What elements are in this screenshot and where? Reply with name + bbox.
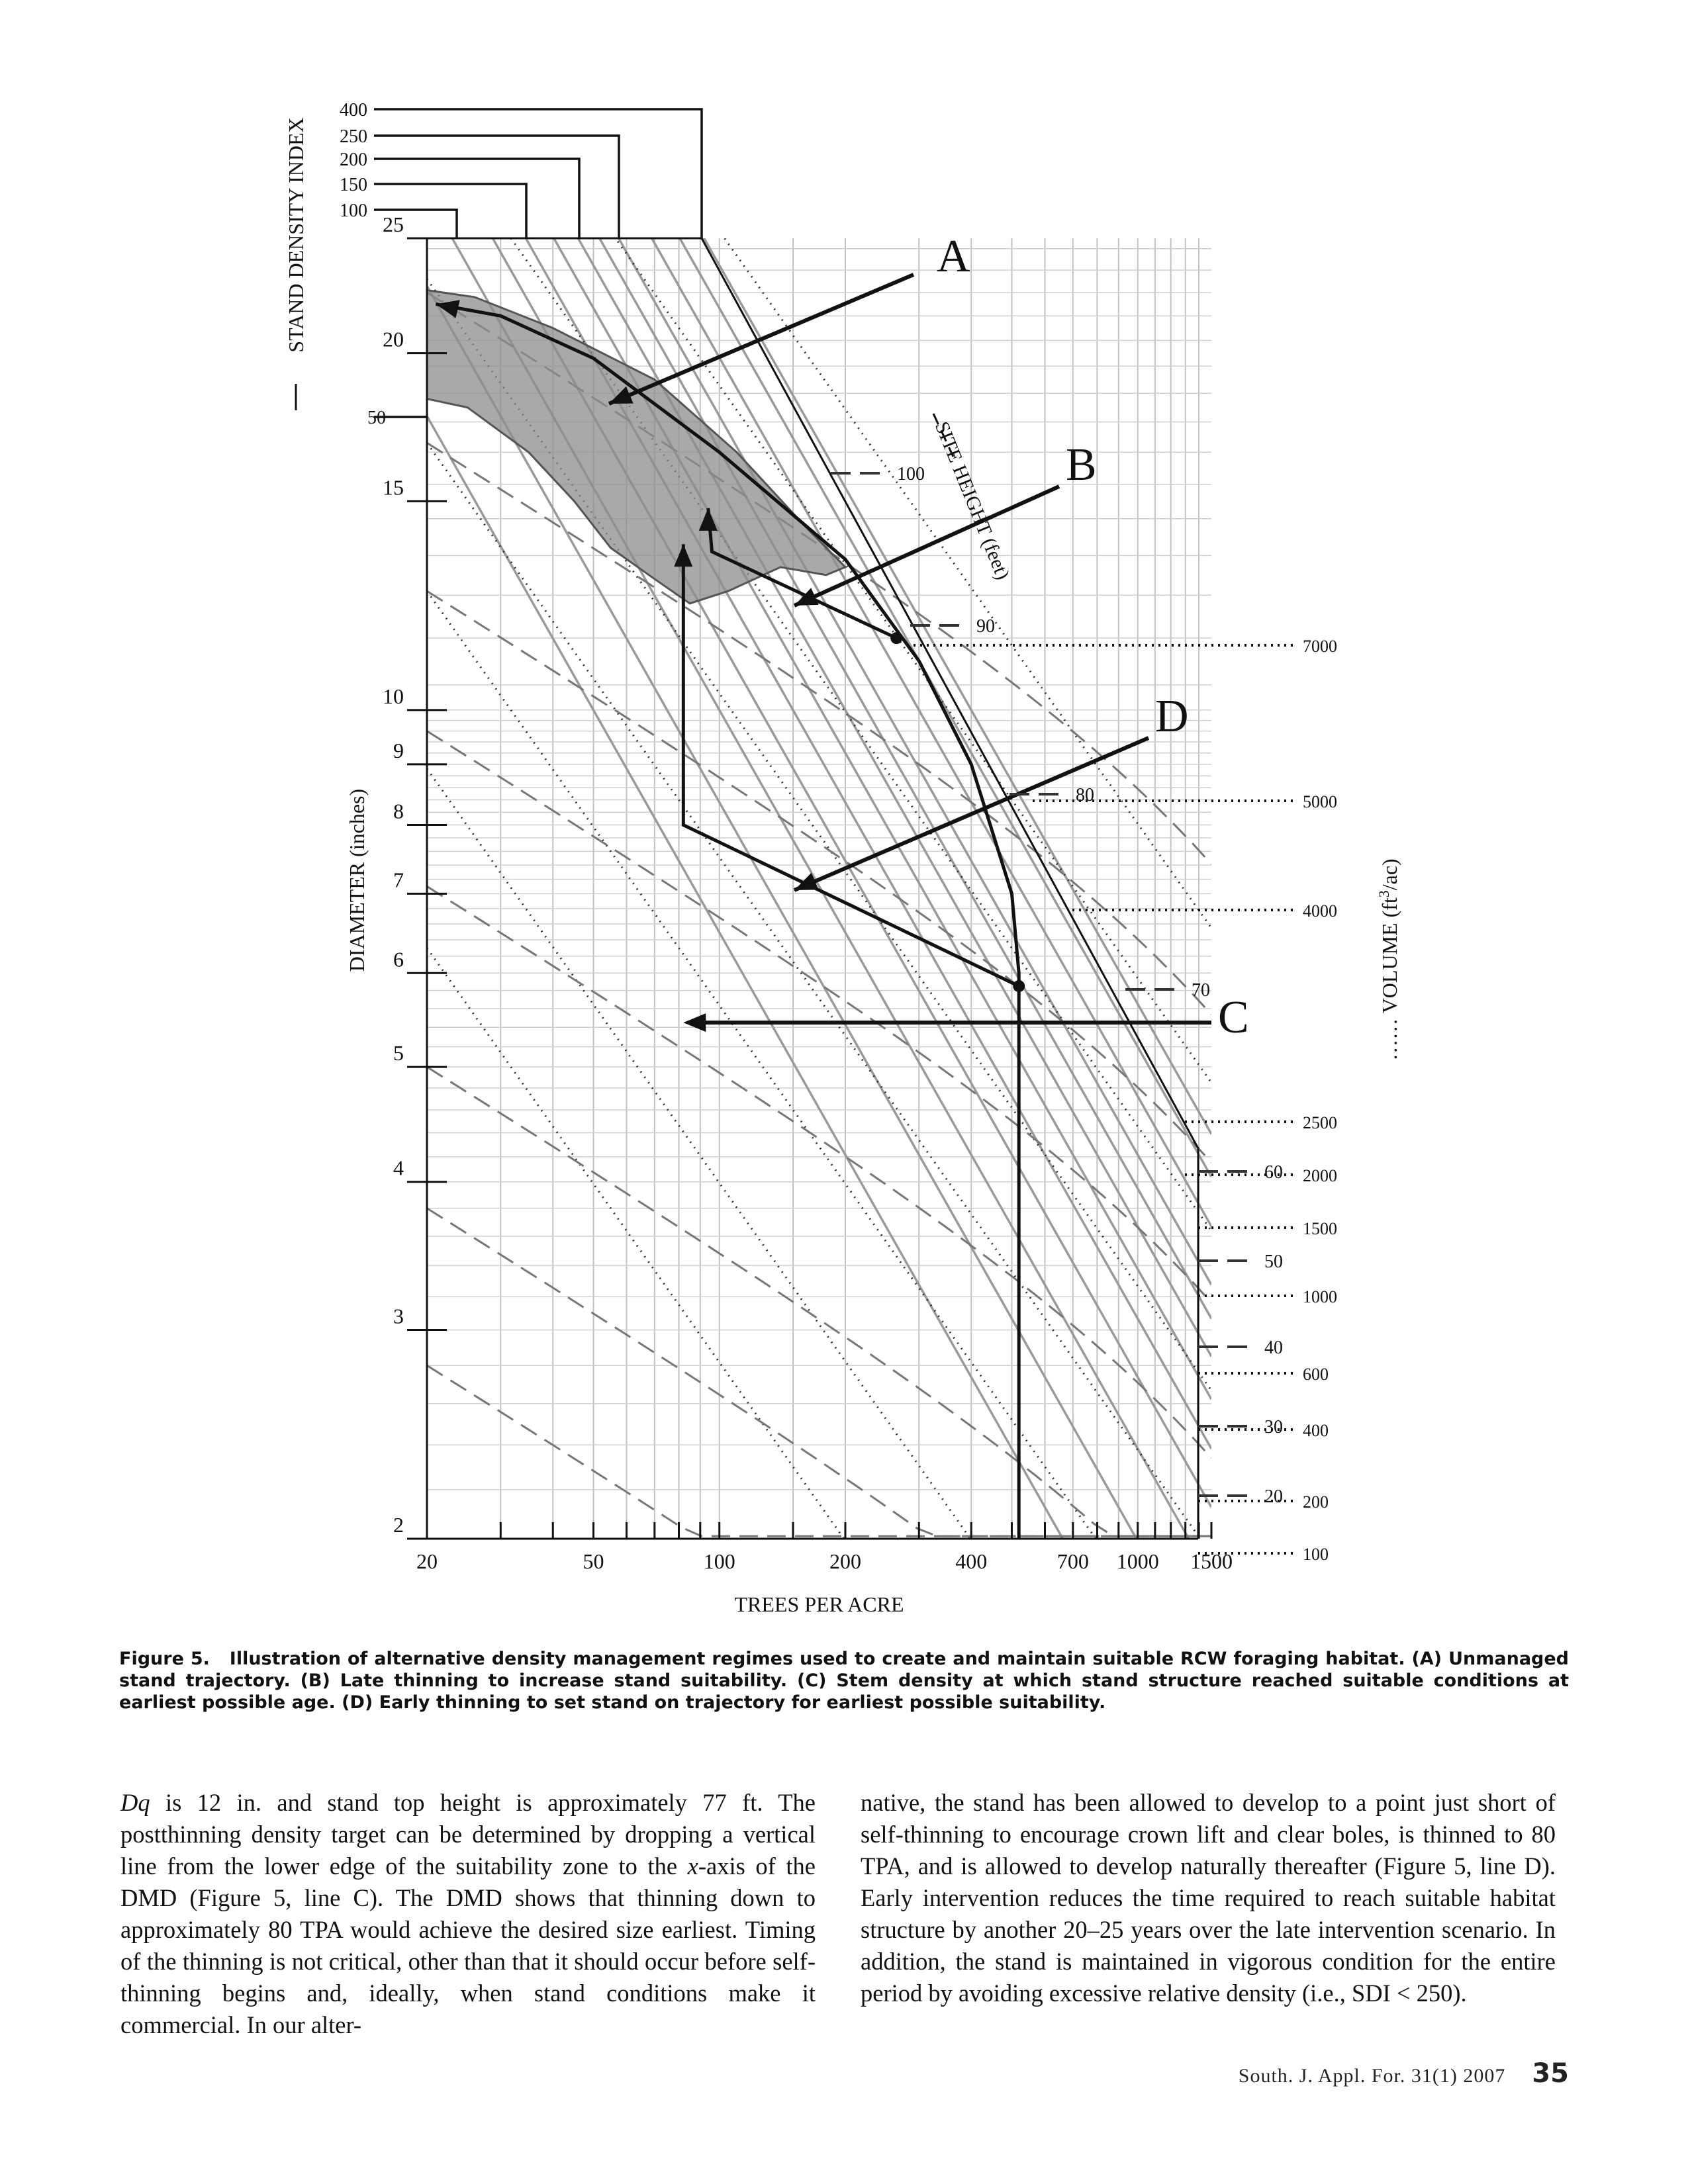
trajectory-c-arrowhead bbox=[683, 1013, 706, 1032]
figure-caption bbox=[119, 1648, 1569, 1713]
volume-label: 2000 bbox=[1303, 1166, 1337, 1185]
sdi-line bbox=[427, 64, 1211, 1449]
x-tick-label: 20 bbox=[416, 1549, 438, 1573]
site-height-label: 100 bbox=[897, 464, 925, 484]
sdi-level-label: 200 bbox=[340, 150, 367, 170]
volume-title-units: /ac) bbox=[1378, 858, 1401, 891]
trajectory-label-b: B bbox=[1066, 439, 1097, 490]
dq-term: Dq bbox=[120, 1789, 150, 1816]
volume-label: 5000 bbox=[1303, 792, 1337, 811]
sdi-line bbox=[427, 0, 1211, 1285]
sdi-level-label: 100 bbox=[340, 201, 367, 221]
thinning-point-b bbox=[890, 632, 902, 644]
y-tick-label: 7 bbox=[393, 868, 404, 892]
page-number: 35 bbox=[1532, 2058, 1569, 2089]
y-tick-label: 8 bbox=[393, 799, 404, 823]
y-tick-label: 4 bbox=[393, 1156, 404, 1180]
x-tick-label: 700 bbox=[1056, 1549, 1089, 1573]
site-height-label: 50 bbox=[1264, 1251, 1283, 1272]
site-height-label: 80 bbox=[1076, 785, 1094, 805]
sdi-bracket bbox=[374, 136, 619, 238]
sdi-line bbox=[427, 14, 1211, 1399]
suitability-zone-shape bbox=[427, 291, 845, 604]
volume-label: 400 bbox=[1303, 1421, 1329, 1440]
reference-curves bbox=[427, 0, 1211, 1615]
body-text-left-1: is 12 in. and stand top height is approximately 77 ft. The postthinning density target can be determined by dropping a vertical line from the lower edge of the suitability zone to the bbox=[120, 1789, 816, 1880]
y-tick-label: 6 bbox=[393, 947, 404, 972]
sdi-line bbox=[427, 0, 1211, 1226]
x-tick-label: 50 bbox=[583, 1549, 604, 1573]
body-text-right: native, the stand has been allowed to develop to a point just short of self-thinning to encourage crown lift and clear boles, is thinned to 80 TPA, and is allowed to develop naturally thereafter (Figure 5, line D). Early intervention reduces the time required to reach suitable habitat structure by another 20–25 years over the late intervention scenario. In addition, the stand is maintained in vigorous condition for the entire period by avoiding excessive relative density (i.e., SDI < 250). bbox=[861, 1789, 1556, 2007]
site-height-curve bbox=[427, 443, 1211, 1015]
page-footer bbox=[1239, 2058, 1569, 2089]
y-tick-label: 9 bbox=[393, 738, 404, 762]
y-tick-label: 2 bbox=[393, 1513, 404, 1537]
x-tick-label: 400 bbox=[955, 1549, 988, 1573]
volume-title-main: …… VOLUME (ft bbox=[1378, 897, 1401, 1061]
y-tick-label: 5 bbox=[393, 1041, 404, 1066]
y-tick-label: 20 bbox=[383, 327, 404, 351]
y-tick-label: 3 bbox=[393, 1304, 404, 1328]
volume-title-exponent: 3 bbox=[1376, 890, 1392, 898]
y-tick-label: 10 bbox=[383, 684, 404, 708]
sdi-line bbox=[427, 0, 1211, 1177]
volume-label: 100 bbox=[1303, 1545, 1329, 1564]
journal-citation: South. J. Appl. For. 31(1) 2007 bbox=[1238, 2065, 1506, 2087]
volume-label: 2500 bbox=[1303, 1113, 1337, 1132]
body-text-left-2: -axis of the DMD (Figure 5, line C). The DMD shows that thinning down to approximately 80 TPA would achieve the desired size earliest. Timing of the thinning is not critical, other than that it should occur before self-thinning begins and, ideally, when stand conditions make it commercial. In our alter- bbox=[120, 1852, 816, 2038]
figure-label: Figure 5. bbox=[119, 1649, 210, 1669]
volume-label: 600 bbox=[1303, 1365, 1329, 1384]
volume-label: 1500 bbox=[1303, 1219, 1337, 1238]
x-tick-label: 1000 bbox=[1116, 1549, 1159, 1573]
site-height-label: 40 bbox=[1264, 1338, 1283, 1358]
sdi-level-label: 400 bbox=[340, 100, 367, 120]
site-height-label: 70 bbox=[1192, 980, 1210, 1001]
volume-line bbox=[427, 119, 1211, 1230]
sdi-level-label: 150 bbox=[340, 175, 367, 195]
site-height-curve bbox=[427, 1365, 1211, 1536]
sdi-axis-title: STAND DENSITY INDEX bbox=[284, 117, 308, 353]
volume-label: 1000 bbox=[1303, 1287, 1337, 1306]
trajectory-label-c: C bbox=[1218, 992, 1249, 1043]
sdi-level-label: 50 bbox=[367, 408, 386, 428]
trajectory-label-a: A bbox=[937, 231, 970, 282]
pointer-arrow-b bbox=[794, 486, 1059, 606]
x-term: x bbox=[687, 1852, 698, 1880]
volume-axis-title bbox=[1376, 858, 1401, 1060]
site-height-title: SITE HEIGHT (feet) bbox=[930, 418, 1014, 583]
trajectory-label-d: D bbox=[1155, 691, 1189, 742]
volume-label: 7000 bbox=[1303, 637, 1337, 656]
volume-label: 4000 bbox=[1303, 901, 1337, 921]
x-axis-title: TREES PER ACRE bbox=[734, 1592, 904, 1615]
suitability-zone bbox=[427, 291, 845, 604]
sdi-bracket bbox=[374, 159, 579, 238]
axis-labels bbox=[345, 212, 1233, 1615]
sdi-line bbox=[427, 0, 1211, 1357]
body-column-right bbox=[861, 1787, 1556, 2009]
site-height-label: 90 bbox=[976, 616, 995, 637]
site-height-label: 60 bbox=[1264, 1162, 1283, 1183]
y-tick-label: 15 bbox=[383, 475, 404, 500]
x-tick-label: 200 bbox=[829, 1549, 861, 1573]
sdi-bracket bbox=[374, 109, 702, 238]
x-tick-label: 1500 bbox=[1190, 1549, 1233, 1573]
body-column-left bbox=[120, 1787, 816, 2041]
sdi-level-label: 250 bbox=[340, 126, 367, 147]
site-height-label: 20 bbox=[1264, 1486, 1283, 1507]
volume-line bbox=[427, 443, 1211, 1554]
volume-label: 200 bbox=[1303, 1492, 1329, 1512]
site-height-label: 30 bbox=[1264, 1417, 1283, 1437]
x-tick-label: 100 bbox=[703, 1549, 735, 1573]
figure-caption-text: Illustration of alternative density management regimes used to create and maintain suitable RCW foraging habitat. (A) Unmanaged stand trajectory. (B) Late thinning to increase stand suitability. (C) Stem density at which stand structure reached suitable conditions at earliest possible age. (D) Early thinning to set stand on trajectory for earliest possible suitability. bbox=[119, 1649, 1569, 1713]
y-tick-label: 25 bbox=[383, 212, 404, 236]
y-axis-title: DIAMETER (inches) bbox=[345, 788, 369, 972]
sdi-line bbox=[427, 0, 1211, 1318]
thinning-point-d bbox=[1013, 980, 1025, 992]
